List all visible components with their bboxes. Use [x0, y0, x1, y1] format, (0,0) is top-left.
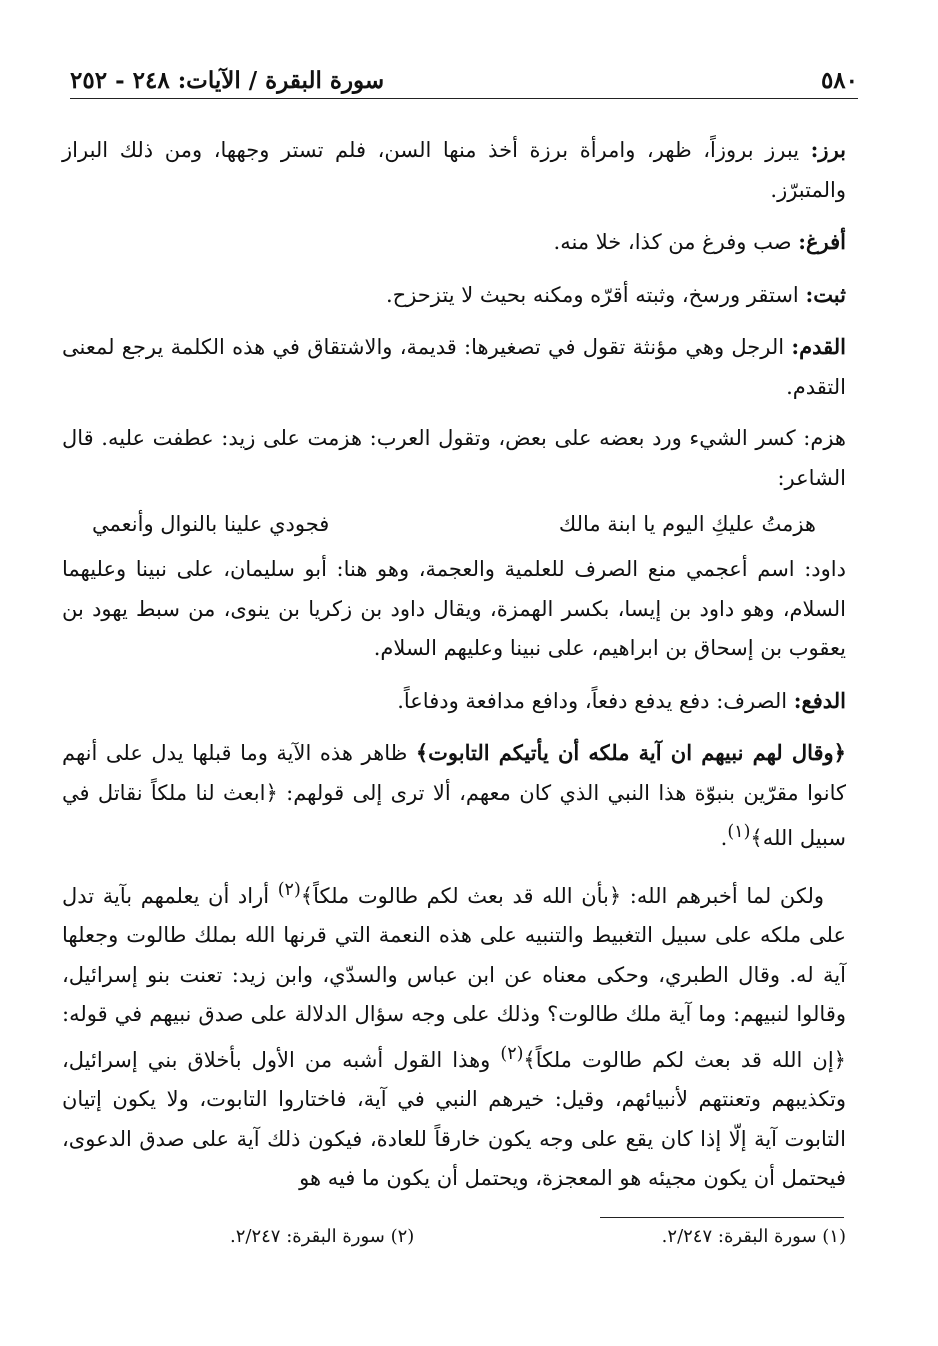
quran-quote: ﴿وقال لهم نبيهم ان آية ملكه أن يأتيكم التابوت﴾ [415, 740, 846, 765]
running-title: سورة البقرة / الآيات: ٢٤٨ - ٢٥٢ [70, 67, 385, 94]
glossary-term: ثبت: [805, 281, 846, 307]
footnote-divider [600, 1217, 844, 1218]
glossary-definition: كسر الشيء ورد بعضه على بعض، وتقول العرب: هزمت على زيد: عطفت عليه. قال الشاعر: [62, 426, 846, 490]
glossary-definition: استقر ورسخ، وثبته أقرّه ومكنه بحيث لا يتزحزح. [385, 282, 806, 307]
glossary-term: أفرغ: [798, 229, 846, 254]
page-number: ٥٨٠ [820, 67, 858, 94]
glossary-entry [62, 419, 846, 498]
commentary-paragraph [62, 733, 846, 859]
poem-verse [92, 504, 816, 544]
sentence-end: . [720, 826, 728, 850]
glossary-term: الدفع: [793, 687, 846, 713]
commentary-text: ظاهر هذه الآية وما قبلها يدل على أنهم كانوا مقرّين بنبوّة هذا النبي الذي كان معهم، ألا ترى إلى قولهم: ﴿ابعث لنا ملكاً نقاتل في سبيل الله﴾ [62, 741, 846, 850]
glossary-entry [62, 550, 846, 669]
glossary-term: داود: [804, 557, 846, 581]
glossary-term: هزم: [803, 426, 846, 450]
glossary-definition: الرجل وهي مؤنثة تقول في تصغيرها: قديمة، والاشتقاق في هذه الكلمة يرجع لمعنى التقدم. [62, 335, 846, 399]
glossary-definition: الصرف: دفع يدفع دفعاً، ودافع مدافعة ودفاعاً. [397, 688, 794, 713]
glossary-entry [62, 130, 846, 210]
footnotes [230, 1220, 846, 1254]
poem-hemistich-second: فجودي علينا بالنوال وأنعمي [92, 512, 330, 536]
footnote-1: (١) سورة البقرة: ٢/٢٤٧. [661, 1226, 846, 1247]
footnote-ref: (٢) [500, 1043, 524, 1064]
glossary-term: القدم: [791, 334, 846, 359]
page-header [70, 62, 858, 99]
glossary-term: برز: [810, 137, 846, 162]
glossary-entry [62, 327, 846, 407]
commentary-text: وهذا القول أشبه من الأول بأخلاق بني إسرائيل، وتكذيبهم وتعنتهم لأنبيائهم، وقيل: خيرهم النبي في آية، فاختاروا التابوت، ولا يكون إتيان التابوت آية إلّا إذا كان يقع على وجه يكون خارقاً للعادة، فيكون ذلك آية على صدق الدعوى، فيحتمل أن يكون مجيئه هو المعجزة، ويحتمل أن يكون ما فيه هو [62, 1047, 846, 1190]
glossary-definition: يبرز بروزاً، ظهر، وامرأة برزة أخذ منها السن، فلم تستر وجهها، ومن ذلك البراز والمتبرّز. [62, 138, 846, 202]
poem-hemistich-first: هزمتُ عليكِ اليوم يا ابنة مالك [558, 512, 816, 536]
footnote-2: (٢) سورة البقرة: ٢/٢٤٧. [230, 1226, 415, 1247]
commentary-text: أراد أن يعلمهم بآية تدل على ملكه على سبيل التغبيط والتنبيه على هذه النعمة التي قرنها الله بملك طالوت وجعلها آية له. وقال الطبري، وحكى معناه عن ابن عباس والسدّي، وابن زيد: تعنت بنو إسرائيل، وقالوا لنبيهم: وما آية ملك طالوت؟ وذلك على وجه سؤال الدلالة على صدق نبيهم في قوله: ﴿إن الله قد بعث لكم طالوت ملكاً﴾ [62, 883, 846, 1072]
footnote-ref: (١) [727, 822, 751, 842]
glossary-entry [62, 681, 846, 722]
commentary-text: ولكن لما أخبرهم الله: ﴿بأن الله قد بعث لكم طالوت ملكاً﴾ [300, 883, 825, 908]
page-body [62, 130, 846, 1211]
footnote-ref: (٢) [277, 879, 301, 900]
glossary-entry [62, 222, 846, 263]
glossary-entry [62, 275, 846, 316]
glossary-definition: صب وفرغ من كذا، خلا منه. [553, 230, 799, 254]
glossary-definition: اسم أعجمي منع الصرف للعلمية والعجمة، وهو هنا: أبو سليمان، على نبينا وعليهما السلام، وهو داود بن إيسا، بكسر الهمزة، ويقال داود بن زكريا بن ينوى، من سبط يهود بن يعقوب بن إسحاق بن ابراهيم، على نبينا وعليهم السلام. [62, 557, 846, 660]
commentary-paragraph [62, 871, 846, 1199]
